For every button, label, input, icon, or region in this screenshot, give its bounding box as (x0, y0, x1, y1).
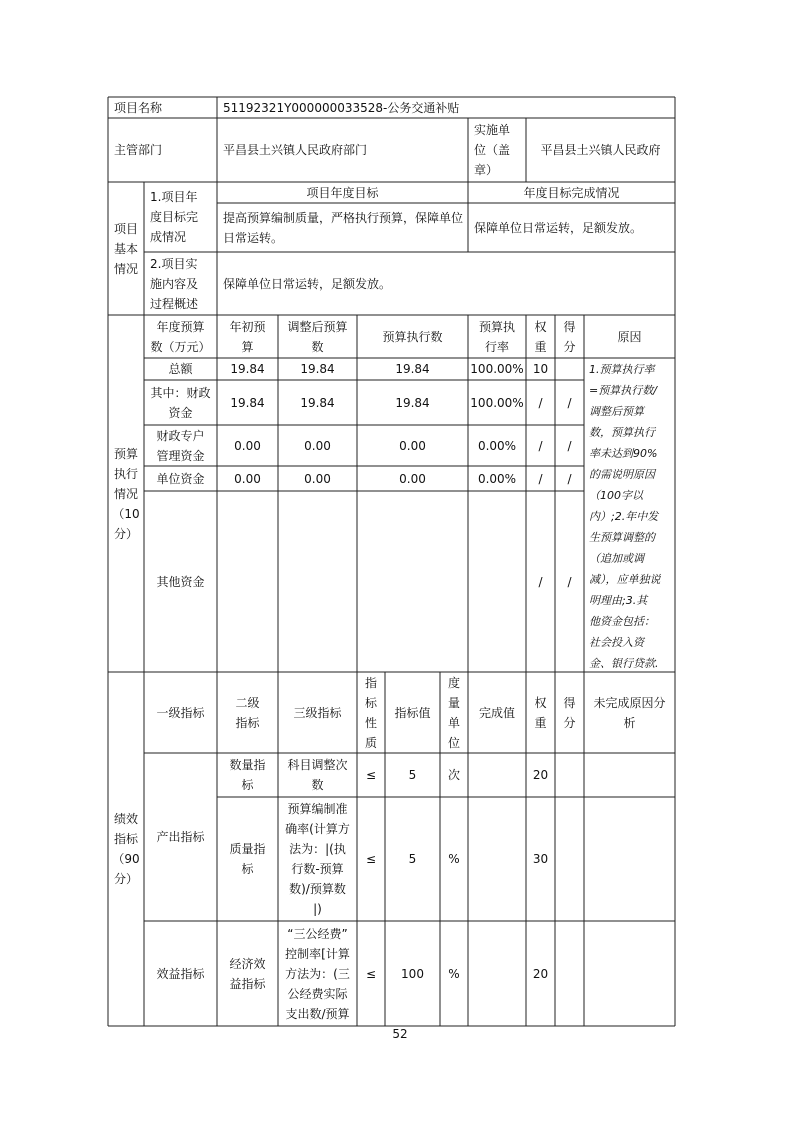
budget-row-initial: 19.84 (230, 362, 265, 376)
perf-row-reason (584, 753, 675, 797)
content-text: 保障单位日常运转，足额发放。 (223, 276, 392, 291)
content-label: 2.项目实 施内容及 过程概述 (150, 256, 199, 311)
budget-row-score: / (567, 395, 572, 410)
perf-row-score (555, 921, 584, 1026)
project-name-value: 51192321Y000000033528-公务交通补贴 (223, 100, 460, 115)
budget-header-adjusted: 调整后预算 数 (287, 319, 348, 354)
page-number: 52 (392, 1027, 408, 1041)
budget-row-initial (217, 491, 278, 672)
perf-header-weight: 权 重 (534, 695, 547, 730)
completion-header: 年度目标完成情况 (523, 185, 620, 200)
budget-section-label: 预算 执行 情况 （10 分） (112, 446, 140, 541)
perf-header-score: 得 分 (563, 695, 576, 730)
budget-row-rate (468, 491, 526, 672)
budget-row-adjusted: 0.00 (304, 438, 331, 453)
perf-row-level2: 经济效 益指标 (229, 956, 266, 991)
performance-section-label: 绩效 指标 （90 分） (112, 812, 140, 886)
perf-row-level2: 质量指 标 (229, 842, 266, 876)
budget-row-weight: 10 (532, 362, 549, 376)
budget-row-adjusted: 19.84 (300, 362, 335, 376)
perf-output-label: 产出指标 (156, 830, 205, 844)
budget-row-score (555, 358, 584, 380)
budget-row-label: 单位资金 (156, 471, 205, 486)
budget-row-weight: / (538, 471, 543, 486)
budget-row-rate: 0.00% (477, 438, 517, 453)
budget-row-initial: 0.00 (234, 471, 261, 486)
dept-value: 平昌县土兴镇人民政府部门 (223, 143, 368, 157)
perf-header-unit: 度 量 单 位 (447, 675, 460, 750)
perf-row-weight: 20 (532, 768, 549, 782)
budget-row-adjusted (278, 491, 357, 672)
perf-row-nature: ≤ (365, 768, 377, 782)
perf-row-level3: 预算编制准 确率(计算方 法为：|(执 行数-预算 数)/预算数 |) (285, 802, 350, 916)
budget-row-initial: 19.84 (230, 395, 265, 410)
goal-header: 项目年度目标 (306, 185, 379, 200)
budget-row-executed: 19.84 (395, 395, 430, 410)
perf-row-weight: 20 (532, 966, 549, 981)
budget-header-initial: 年初预 算 (229, 319, 266, 354)
budget-header-reason: 原因 (617, 329, 642, 344)
budget-header-score: 得 分 (563, 319, 576, 354)
budget-row-label: 其他资金 (156, 574, 205, 589)
budget-row-rate: 100.00% (470, 362, 524, 376)
perf-row-unit: % (448, 852, 460, 866)
budget-row-adjusted: 0.00 (304, 471, 331, 486)
perf-row-level3: 科目调整次 数 (287, 758, 348, 792)
perf-row-unit: 次 (447, 768, 460, 782)
perf-row-done (468, 921, 526, 1026)
perf-row-unit: % (448, 966, 460, 981)
budget-row-label: 总额 (168, 362, 193, 376)
perf-row-weight: 30 (532, 852, 549, 866)
impl-unit-value: 平昌县土兴镇人民政府 (540, 143, 661, 157)
budget-row-initial: 0.00 (234, 438, 261, 453)
budget-row-weight: / (538, 395, 543, 410)
budget-row-score: / (567, 574, 572, 589)
perf-header-level3: 三级指标 (293, 705, 342, 720)
budget-row-executed: 0.00 (399, 471, 426, 486)
perf-header-nature: 指 标 性 质 (364, 675, 377, 750)
project-name-label: 项目名称 (114, 100, 163, 115)
perf-row-nature: ≤ (365, 852, 377, 866)
budget-row-executed: 0.00 (399, 438, 426, 453)
perf-header-level1: 一级指标 (156, 705, 205, 720)
budget-row-executed (357, 491, 468, 672)
budget-row-label: 财政专户 管理资金 (156, 428, 205, 463)
completion-text: 保障单位日常运转，足额发放。 (474, 220, 643, 235)
perf-row-reason (584, 797, 675, 921)
perf-row-score (555, 797, 584, 921)
perf-row-level2: 数量指 标 (229, 758, 266, 792)
perf-header-value: 指标值 (394, 705, 431, 720)
budget-row-weight: / (538, 438, 543, 453)
budget-reason-note: 1.预算执行率 =预算执行数/ 调整后预算 数，预算执行 率未达到90% 的需说明原因 （100字以 内）;2.年中发 生预算调整的 （追加或调 减），应单独说 明理由;3.其 他资金包括： 社会投入资 金、银行贷款. (589, 363, 661, 670)
impl-unit-label: 实施单 位（盖 章） (474, 123, 511, 177)
dept-label: 主管部门 (114, 143, 163, 157)
budget-row-rate: 100.00% (470, 395, 524, 410)
budget-row-score: / (567, 438, 572, 453)
budget-row-label: 其中：财政 资金 (150, 385, 211, 420)
budget-row-weight: / (538, 574, 543, 589)
budget-row-executed: 19.84 (395, 362, 430, 376)
perf-benefit-label: 效益指标 (156, 966, 205, 981)
budget-row-adjusted: 19.84 (300, 395, 335, 410)
perf-row-done (468, 797, 526, 921)
perf-row-nature: ≤ (365, 966, 377, 981)
perf-row-score (555, 753, 584, 797)
budget-header-executed: 预算执行数 (382, 329, 443, 344)
perf-row-reason (584, 921, 675, 1026)
budget-row-rate: 0.00% (477, 471, 517, 486)
perf-header-reason: 未完成原因分 析 (593, 695, 666, 730)
budget-header-rate: 预算执 行率 (478, 319, 515, 354)
perf-row-value: 5 (408, 768, 417, 782)
budget-header-weight: 权 重 (534, 319, 547, 354)
perf-row-done (468, 753, 526, 797)
perf-row-value: 5 (408, 852, 417, 866)
budget-header-annual: 年度预算 数（万元） (150, 319, 211, 354)
perf-header-done: 完成值 (478, 705, 515, 720)
perf-row-value: 100 (401, 966, 424, 981)
perf-row-level3: “三公经费” 控制率[计算 方法为：(三 公经费实际 支出数/预算 (285, 926, 350, 1021)
goal-label: 1.项目年 度目标完 成情况 (150, 190, 199, 244)
perf-header-level2: 二级 指标 (235, 695, 260, 730)
goal-text: 提高预算编制质量，严格执行预算，保障单位日常运转。 (223, 210, 464, 245)
basic-info-section-label: 项目 基本 情况 (113, 221, 138, 276)
budget-row-score: / (567, 471, 572, 486)
